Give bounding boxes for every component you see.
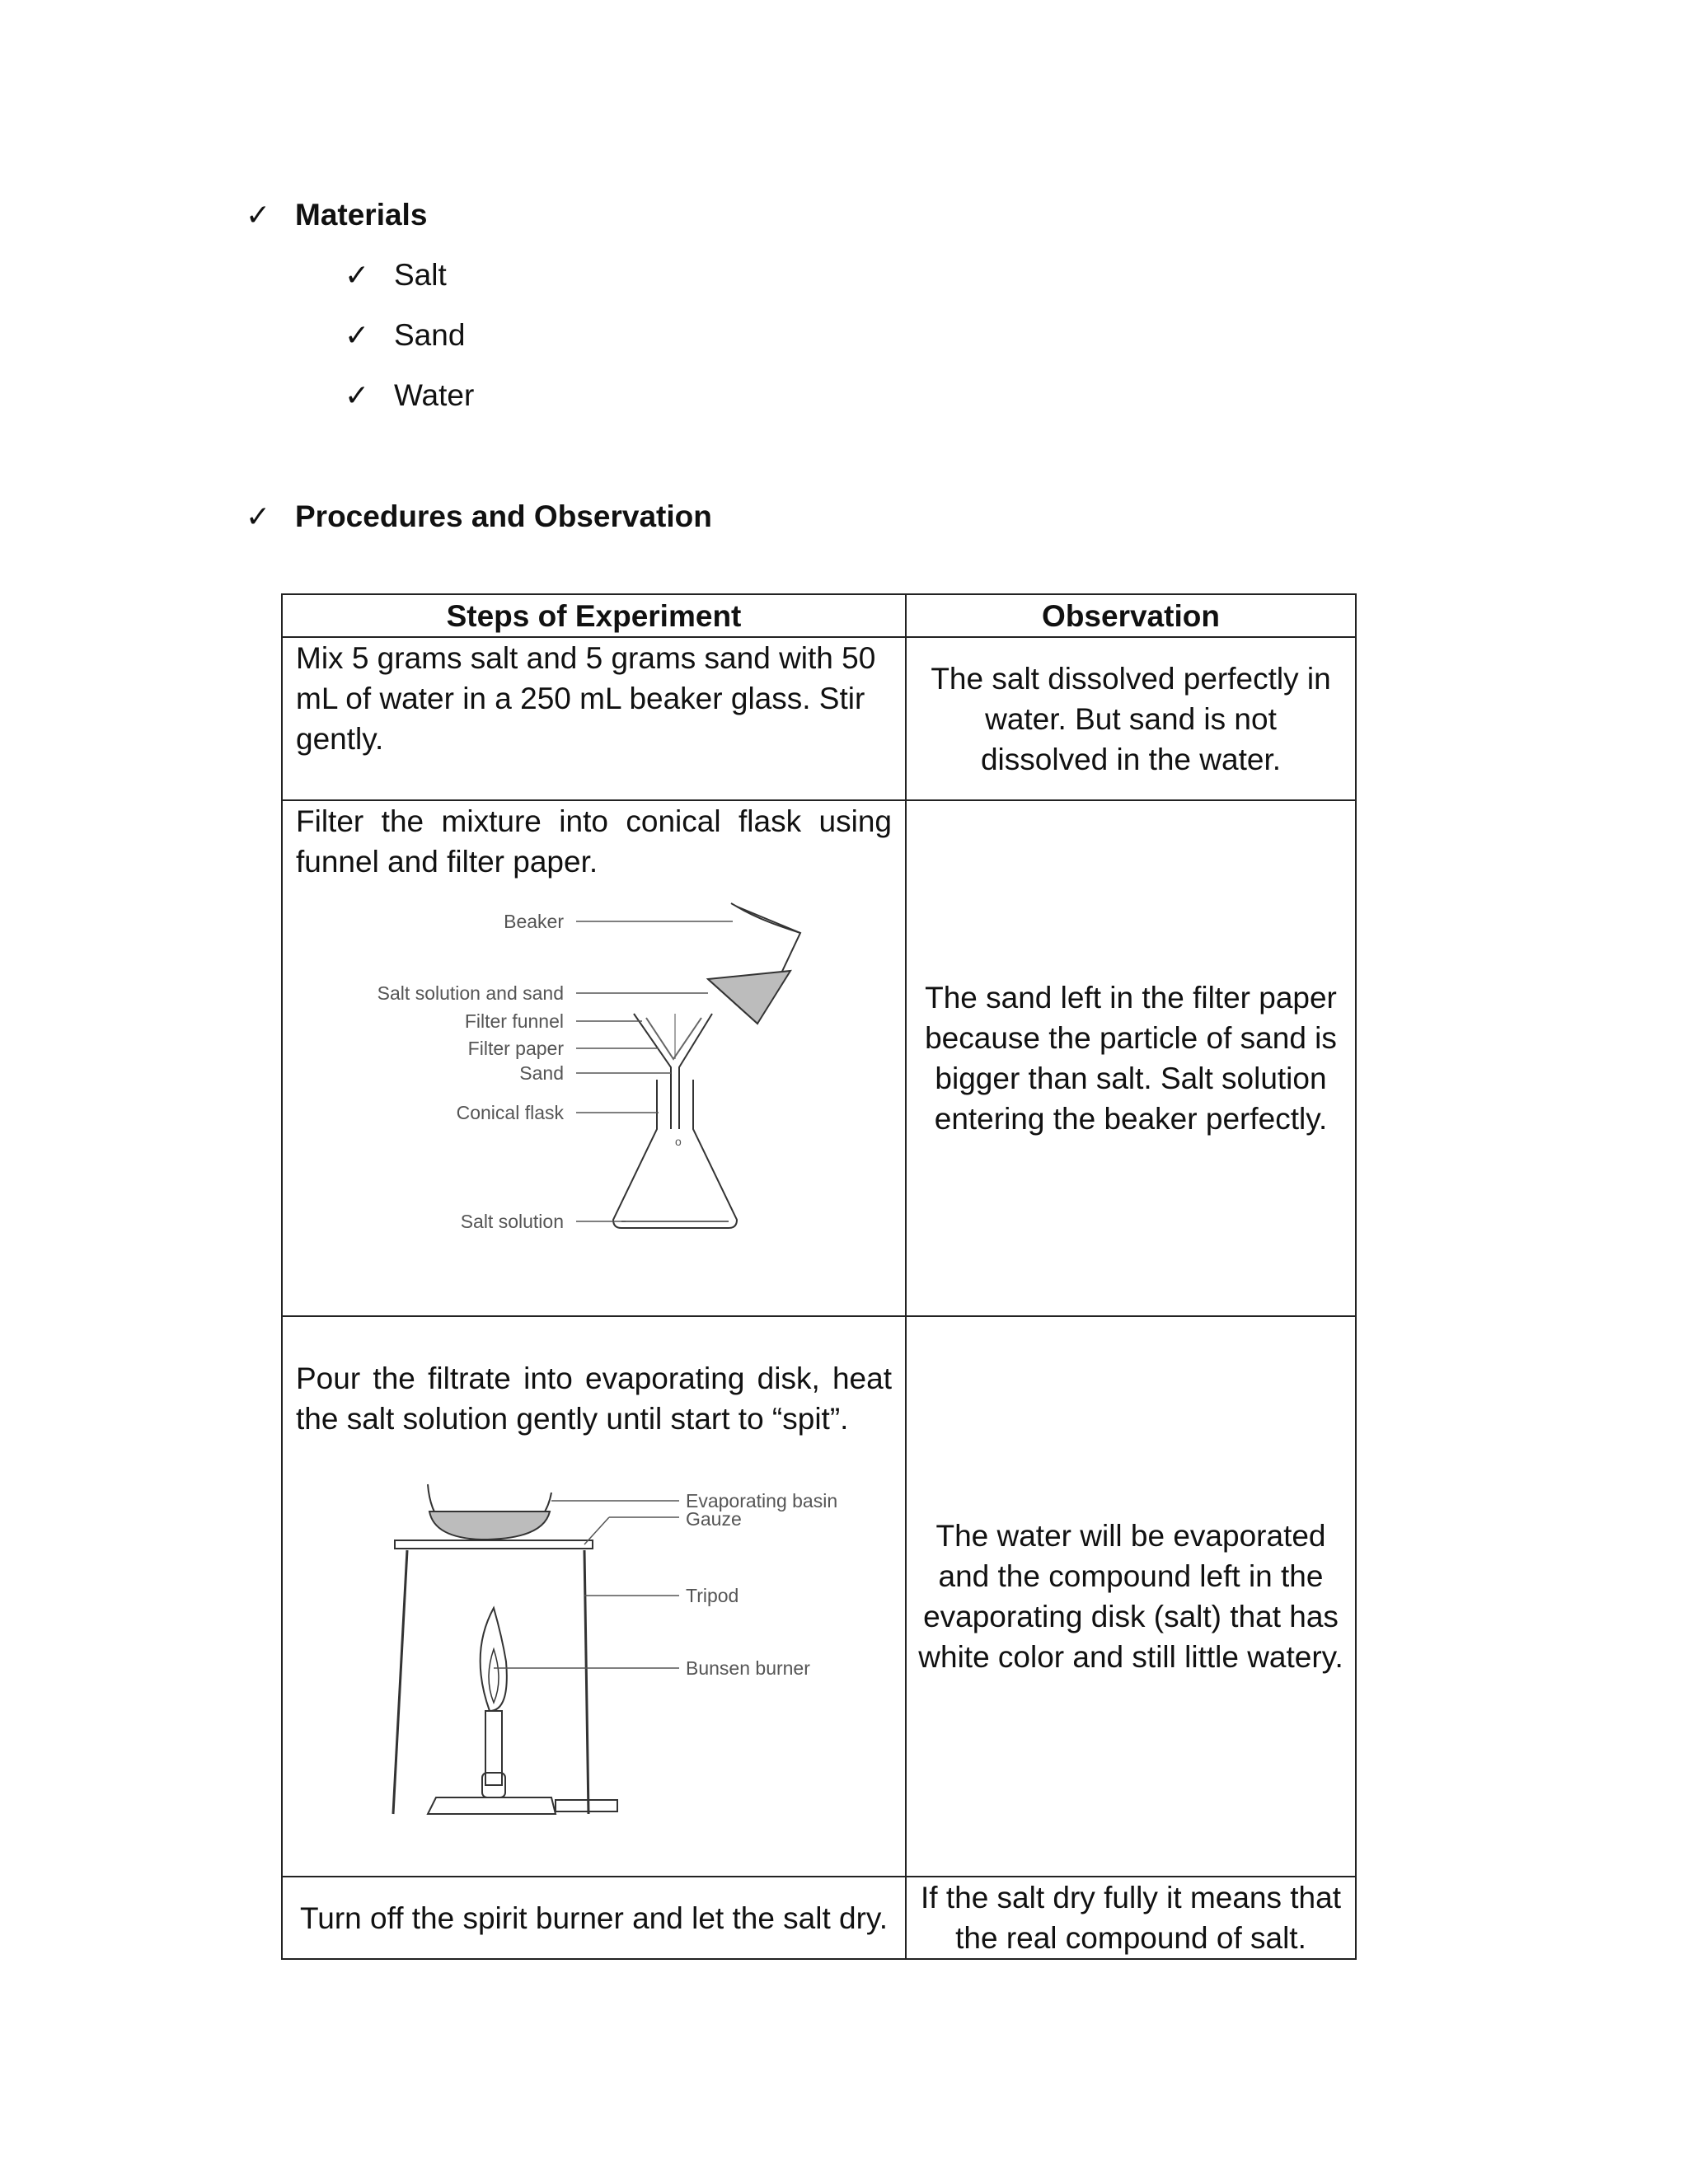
- checkmark-icon: ✓: [246, 499, 271, 533]
- label-sand: Sand: [519, 1062, 564, 1084]
- checkmark-icon: ✓: [345, 258, 370, 292]
- label-bunsen-burner: Bunsen burner: [686, 1657, 810, 1679]
- column-header-steps: Steps of Experiment: [282, 594, 906, 637]
- conical-flask-icon: [613, 1080, 737, 1228]
- observation-cell: The sand left in the filter paper because the particle of sand is bigger than salt. Salt solution entering the beaker perfectly.: [906, 800, 1356, 1316]
- observation-cell: The salt dissolved perfectly in water. But sand is not dissolved in the water.: [906, 637, 1356, 800]
- table-row: [282, 800, 1356, 1316]
- label-conical-flask: Conical flask: [456, 1102, 564, 1123]
- step-cell: Pour the filtrate into evaporating disk, heat the salt solution gently until start to “spit”. Evaporating basin Gauze Tripod Bunsen burner: [282, 1316, 906, 1877]
- flame-icon: [481, 1608, 507, 1711]
- observation-cell: If the salt dry fully it means that the real compound of salt.: [906, 1877, 1356, 1959]
- step-cell: Turn off the spirit burner and let the salt dry.: [282, 1877, 906, 1959]
- label-filter-funnel: Filter funnel: [464, 1010, 564, 1032]
- materials-heading: ✓ Materials: [246, 198, 428, 232]
- checkmark-icon: ✓: [345, 378, 370, 412]
- label-beaker: Beaker: [504, 911, 564, 932]
- label-salt-solution: Salt solution: [460, 1211, 564, 1232]
- gauze-icon: [395, 1540, 593, 1549]
- table-row: [282, 1316, 1356, 1877]
- svg-text:o: o: [675, 1135, 682, 1148]
- tripod-icon: [393, 1550, 588, 1814]
- procedure-table: [281, 593, 1357, 1960]
- label-gauze: Gauze: [686, 1508, 742, 1530]
- step-cell: Mix 5 grams salt and 5 grams sand with 50 mL of water in a 250 mL beaker glass. Stir gently.: [282, 637, 906, 800]
- procedures-heading: ✓ Procedures and Observation: [246, 499, 712, 533]
- evaporation-diagram: [296, 1464, 893, 1851]
- column-header-observation: Observation: [906, 594, 1356, 637]
- checkmark-icon: ✓: [246, 198, 271, 232]
- label-tripod: Tripod: [686, 1585, 739, 1606]
- label-salt-solution-and-sand: Salt solution and sand: [377, 982, 564, 1004]
- filtration-diagram: [296, 882, 893, 1236]
- material-item: ✓ Water: [345, 378, 475, 412]
- step-cell: Filter the mixture into conical flask using funnel and filter paper. o Beaker Salt solution and sand Filter funnel Filter paper Sand Conical flask Salt solution: [282, 800, 906, 1316]
- material-item: ✓ Salt: [345, 258, 447, 292]
- table-row: [282, 1877, 1356, 1959]
- filter-funnel-icon: [634, 1014, 712, 1129]
- observation-cell: The water will be evaporated and the compound left in the evaporating disk (salt) that has white color and still little watery.: [906, 1316, 1356, 1877]
- material-item: ✓ Sand: [345, 318, 466, 352]
- checkmark-icon: ✓: [345, 318, 370, 352]
- label-filter-paper: Filter paper: [467, 1038, 564, 1059]
- table-header-row: [282, 594, 1356, 637]
- label-evaporating-basin: Evaporating basin: [686, 1490, 838, 1511]
- table-row: [282, 637, 1356, 800]
- salt-solution-in-beaker: [708, 971, 790, 1024]
